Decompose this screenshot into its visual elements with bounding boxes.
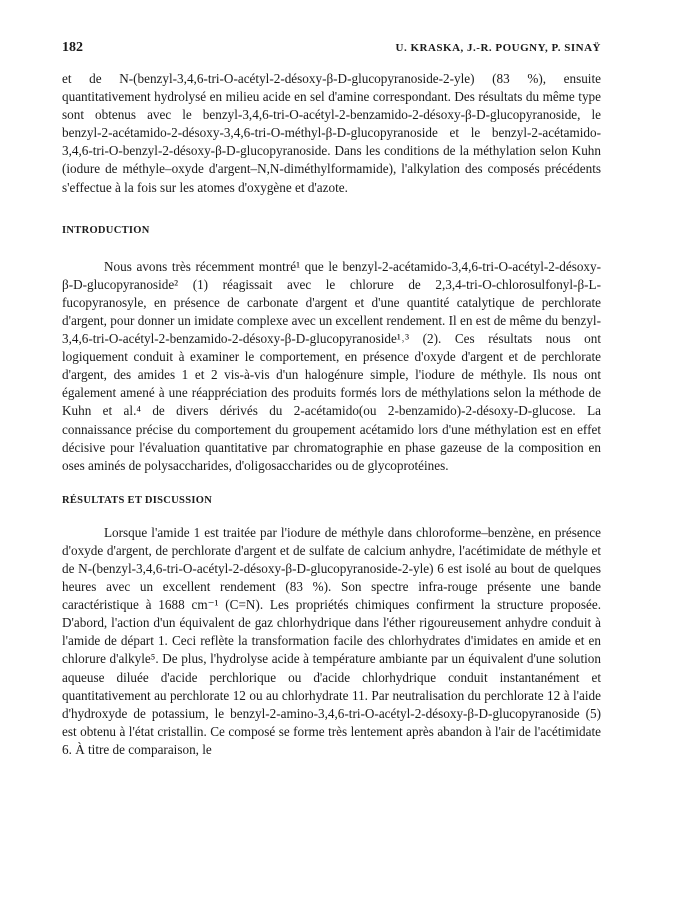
- paragraph-introduction: Nous avons très récemment montré¹ que le benzyl-2-acétamido-3,4,6-tri-O-acétyl-2-désoxy-β-D-glucopyranoside² (1) réagissait avec le chlorure de 2,3,4-tri-O-chlorosulfonyl-β-L-fucopyranosyle, en présence de carbonate d'argent et d'une quantité catalytique de perchlorate d'argent, pour donner un imidate complexe avec un excellent rendement. Il en est de même du benzyl-3,4,6-tri-O-acétyl-2-benzamido-2-désoxy-β-D-glucopyranoside¹˒³ (2). Ces résultats nous ont logiquement conduit à examiner le comportement, en présence d'oxyde d'argent et de perchlorate d'argent, des amides 1 et 2 vis-à-vis d'un halogénure simple, l'iodure de méthyle. Ils nous ont également amené à une réappréciation des produits formés lors de méthylations selon la méthode de Kuhn et al.⁴ de divers dérivés du 2-acétamido(ou 2-benzamido)-2-désoxy-D-glucose. La connaissance précise du comportement du groupement acétamido lors d'une méthylation est en effet décisive pour l'évaluation quantitative par chromatographie en phase gazeuse de la composition en oses aminés de polysaccharides, d'oligosaccharides ou de glycoprotéines.: [62, 258, 601, 473]
- paragraph-continuation: et de N-(benzyl-3,4,6-tri-O-acétyl-2-désoxy-β-D-glucopyranoside-2-yle) (83 %), ensuite quantitativement hydrolysé en milieu acide en sel d'amine correspondant. Des résultats du même type sont obtenus avec le benzyl-3,4,6-tri-O-acétyl-2-benzamido-2-désoxy-β-D-glucopyranoside, le benzyl-2-acétamido-2-désoxy-3,4,6-tri-O-méthyl-β-D-glucopyranoside et le benzyl-2-acétamido-3,4,6-tri-O-benzyl-2-désoxy-β-D-glucopyranoside. Dans les conditions de la méthylation selon Kuhn (iodure de méthyle–oxyde d'argent–N,N-diméthylformamide), l'alkylation des composés précédents s'effectue à la fois sur les atomes d'oxygène et d'azote.: [62, 71, 601, 195]
- paragraph-results: Lorsque l'amide 1 est traitée par l'iodure de méthyle dans chloroforme–benzène, en présence d'oxyde d'argent, de perchlorate d'argent et de sulfate de calcium anhydre, l'acétimidate de méthyle et de N-(benzyl-3,4,6-tri-O-acétyl-2-désoxy-β-D-glucopyranoside-2-yle) 6 est isolé au bout de quelques heures avec un excellent rendement (83 %). Son spectre infra-rouge présente une bande caractéristique à 1688 cm⁻¹ (C=N). Les propriétés chimiques confirment la structure proposée. D'abord, l'action d'un équivalent de gaz chlorhydrique dans l'éther rigoureusement anhydre conduit à l'amide de départ 1. Ceci reflète la transformation facile des chlorhydrates d'imidates en amide et en chlorure d'alkyle⁵. De plus, l'hydrolyse acide à température ambiante par un équivalent d'une solution aqueuse diluée d'acide perchlorique ou d'acide chlorhydrique conduit instantanément et quantitativement au perchlorate 12 ou au chlorhydrate 11. Par neutralisation du perchlorate 12 à l'aide d'hydroxyde de potassium, le benzyl-2-amino-3,4,6-tri-O-acétyl-2-désoxy-β-D-glucopyranoside (5) est obtenu à l'état cristallin. Ce composé se forme très lentement après abandon à l'air de l'acétimidate 6. À titre de comparaison, le: [62, 524, 601, 757]
- section-heading-introduction: INTRODUCTION: [62, 224, 150, 236]
- page-header: [62, 40, 601, 56]
- page-number: 182: [62, 40, 83, 55]
- running-head-authors: U. KRASKA, J.-R. POUGNY, P. SINAŸ: [395, 42, 601, 54]
- section-heading-results: RÉSULTATS ET DISCUSSION: [62, 494, 213, 506]
